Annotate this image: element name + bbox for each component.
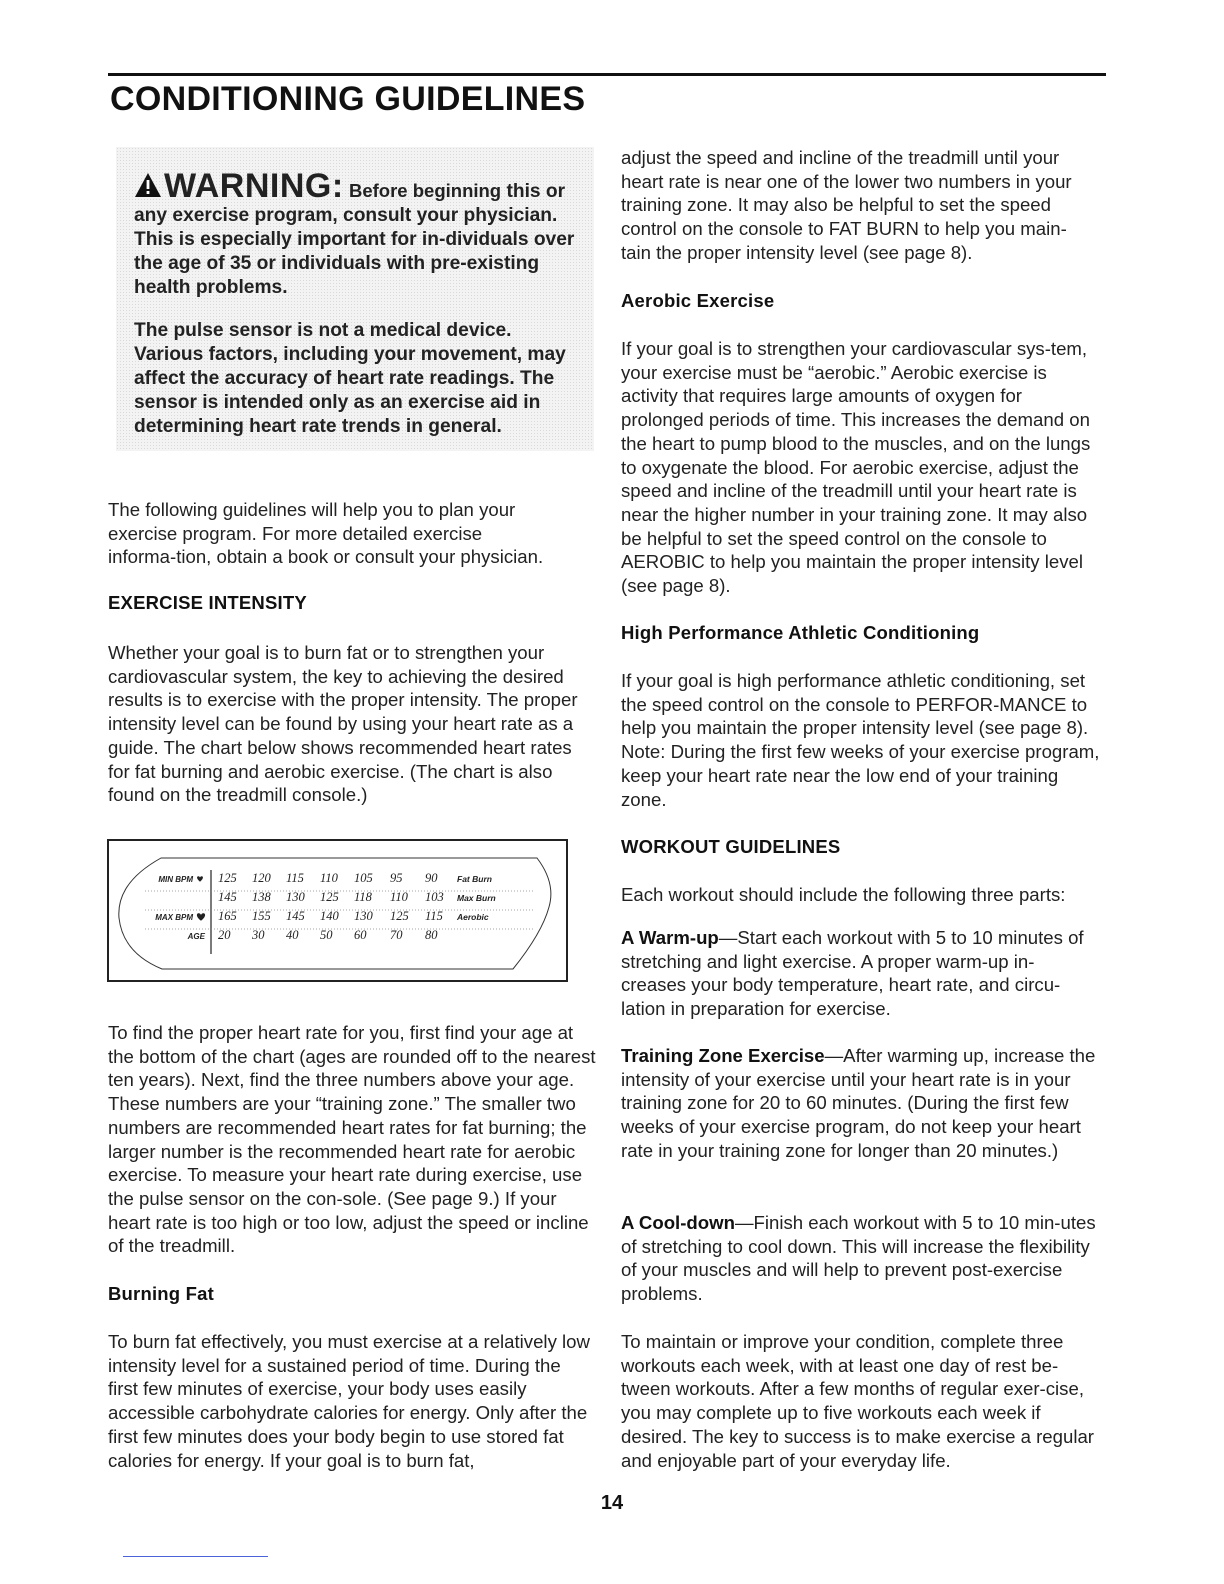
exercise-intensity-heading: EXERCISE INTENSITY	[108, 592, 307, 613]
cool-down-text: —Finish each workout with 5 to 10 min-utes of stretching to cool down. This will increase the flexibility of your muscles and will help to prevent post-exercise problems.	[621, 1212, 1096, 1305]
heart-rate-chart	[107, 839, 568, 982]
chart-value: 90	[425, 871, 438, 885]
chart-value: 110	[320, 871, 338, 885]
top-rule	[108, 73, 1106, 76]
chart-value: 130	[286, 890, 305, 904]
high-performance-heading: High Performance Athletic Conditioning	[621, 622, 980, 643]
chart-value: 138	[252, 890, 271, 904]
warning-paragraph	[134, 169, 584, 300]
chart-value: 130	[354, 909, 373, 923]
aerobic-exercise-heading: Aerobic Exercise	[621, 290, 775, 311]
page-number: 14	[600, 1492, 624, 1514]
burning-fat-paragraph: To burn fat effectively, you must exercise at a relatively low intensity level for a sustained period of time. During the first few minutes of exercise, your body uses easily accessible carbohydrate calories for energy. Only after the first few minutes does your body begin to use stored fat calories for energy. If your goal is to burn fat,	[108, 1331, 590, 1471]
chart-value: 120	[252, 871, 271, 885]
workout-guidelines-heading: WORKOUT GUIDELINES	[621, 836, 841, 857]
chart-value: 60	[354, 928, 367, 942]
chart-zone-label: Fat Burn	[457, 874, 492, 884]
chart-value: 145	[286, 909, 305, 923]
chart-value: 30	[252, 928, 265, 942]
cool-down-lead: A Cool-down	[621, 1212, 735, 1233]
burning-fat-heading: Burning Fat	[108, 1283, 214, 1304]
aerobic-exercise-paragraph: If your goal is to strengthen your cardiovascular sys-tem, your exercise must be “aerobic.” Aerobic exercise is activity that requires large amounts of oxygen for prolonged periods of time. This increases the demand on the heart to pump blood to the muscles, and on the lungs to oxygenate the blood. For aerobic exercise, adjust the speed and incline of the treadmill until your heart rate is near the higher number in your training zone. It may also be helpful to set the speed control on the console to AEROBIC to help you maintain the proper intensity level (see page 8).	[621, 338, 1091, 597]
chart-value: 20	[218, 928, 231, 942]
chart-value: 80	[425, 928, 438, 942]
heart-icon	[197, 876, 203, 881]
chart-value: 103	[425, 890, 444, 904]
warning-rest: this or any exercise program, consult your physician. This is especially important for in-dividuals over the age of 35 or individuals with pre-existing health problems.	[134, 181, 575, 298]
pulse-sensor-note: The pulse sensor is not a medical device. Various factors, including your movement, may affect the accuracy of heart rate readings. The sensor is intended only as an exercise aid in determining heart rate trends in general.	[134, 320, 566, 437]
page-title: CONDITIONING GUIDELINES	[110, 80, 586, 118]
bottom-line	[123, 1556, 268, 1557]
chart-row-label: MIN BPM	[158, 875, 193, 884]
chart-value: 70	[390, 928, 403, 942]
chart-value: 110	[390, 890, 408, 904]
warm-up-paragraph	[621, 926, 1099, 1021]
burning-fat-continued-paragraph: adjust the speed and incline of the treadmill until your heart rate is near one of the lower two numbers in your training zone. It may also be helpful to set the speed control on the console to FAT BURN to help you main-tain the proper intensity level (see page 8).	[621, 147, 1072, 263]
chart-value: 145	[218, 890, 237, 904]
high-performance-paragraph: If your goal is high performance athletic conditioning, set the speed control on the console to PERFOR-MANCE to help you maintain the proper intensity level (see page 8). Note: During the first few weeks of your exercise program, keep your heart rate near the low end of your training zone.	[621, 670, 1100, 810]
warning-word: WARNING:	[164, 167, 344, 205]
chart-value: 125	[218, 871, 237, 885]
chart-value: 155	[252, 909, 271, 923]
training-zone-lead: Training Zone Exercise	[621, 1045, 825, 1066]
chart-zone-label: Aerobic	[457, 912, 489, 922]
chart-row-label: AGE	[187, 932, 205, 941]
exercise-intensity-paragraph: Whether your goal is to burn fat or to strengthen your cardiovascular system, the key to achieving the desired results is to exercise with the proper intensity. The proper intensity level can be found by using your heart rate as a guide. The chart below shows recommended heart rates for fat burning and aerobic exercise. (The chart is also found on the treadmill console.)	[108, 642, 578, 806]
chart-value: 95	[390, 871, 403, 885]
heart-rate-chart-svg	[109, 841, 566, 980]
warm-up-text: —Start each workout with 5 to 10 minutes of stretching and light exercise. A proper warm-up in-creases your body temperature, heart rate, and circu-lation in preparation for exercise.	[621, 927, 1084, 1020]
chart-value: 165	[218, 909, 237, 923]
training-zone-text: —After warming up, increase the intensity of your exercise until your heart rate is in your training zone for 20 to 60 minutes. (During the first few weeks of your exercise program, do not keep your heart rate in your training zone for longer than 20 minutes.)	[621, 1045, 1096, 1161]
chart-value: 125	[390, 909, 409, 923]
warning-triangle-icon	[134, 172, 162, 198]
chart-row-label: MAX BPM	[155, 913, 193, 922]
chart-zone-label: Max Burn	[457, 893, 496, 903]
training-zone-paragraph	[621, 1044, 1099, 1163]
closing-paragraph: To maintain or improve your condition, complete three workouts each week, with at least one day of rest be-tween workouts. After a few months of regular exer-cise, you may complete up to five workouts each week if desired. The key to success is to make exercise a regular and enjoyable part of your everyday life.	[621, 1331, 1094, 1471]
chart-value: 115	[286, 871, 304, 885]
cool-down-paragraph	[621, 1211, 1099, 1306]
chart-value: 50	[320, 928, 333, 942]
warning-box	[116, 147, 594, 451]
chart-value: 125	[320, 890, 339, 904]
warning-lead: Before beginning	[349, 180, 502, 201]
chart-value: 118	[354, 890, 372, 904]
heart-icon	[197, 913, 205, 921]
find-heart-rate-paragraph: To find the proper heart rate for you, first find your age at the bottom of the chart (ages are rounded off to the nearest ten years). Next, find the three numbers above your age. These numbers are your “training zone.” The smaller two numbers are recommended heart rates for fat burning; the larger number is the recommended heart rate for aerobic exercise. To measure your heart rate during exercise, use the pulse sensor on the con-sole. (See page 9.) If your heart rate is too high or too low, adjust the speed or incline of the treadmill.	[108, 1022, 596, 1257]
chart-value: 140	[320, 909, 339, 923]
workout-intro-paragraph: Each workout should include the following three parts:	[621, 884, 1066, 905]
intro-paragraph: The following guidelines will help you to plan your exercise program. For more detailed exercise informa-tion, obtain a book or consult your physician.	[108, 499, 544, 568]
chart-value: 105	[354, 871, 373, 885]
chart-value: 40	[286, 928, 299, 942]
warm-up-lead: A Warm-up	[621, 927, 719, 948]
chart-value: 115	[425, 909, 443, 923]
